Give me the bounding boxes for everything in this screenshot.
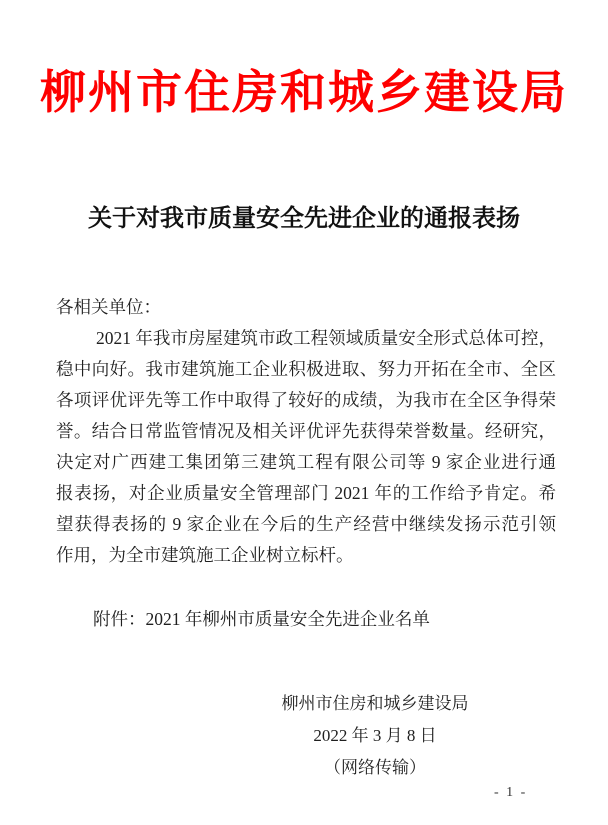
agency-letterhead-title: 柳州市住房和城乡建设局 bbox=[40, 67, 568, 118]
paragraph-line: 2021 年我市房屋建筑市政工程领域质量安全形式总体可控， bbox=[96, 328, 556, 348]
paragraph-line: 各项评优评先等工作中取得了较好的成绩，为我市在全区争得荣 bbox=[56, 390, 556, 410]
signature-agency: 柳州市住房和城乡建设局 bbox=[281, 694, 469, 713]
paragraph-line: 望获得表扬的 9 家企业在今后的生产经营中继续发扬示范引领 bbox=[56, 514, 556, 534]
paragraph-line: 作用，为全市建筑施工企业树立标杆。 bbox=[56, 545, 354, 565]
salutation: 各相关单位： bbox=[56, 297, 161, 317]
paragraph-line: 报表扬，对企业质量安全管理部门 2021 年的工作给予肯定。希 bbox=[56, 483, 556, 503]
signature-block bbox=[270, 688, 480, 784]
paragraph-line: 决定对广西建工集团第三建筑工程有限公司等 9 家企业进行通 bbox=[56, 452, 556, 472]
paragraph-line: 誉。结合日常监管情况及相关评优评先获得荣誉数量。经研究， bbox=[56, 421, 556, 441]
document-title: 关于对我市质量安全先进企业的通报表扬 bbox=[88, 206, 520, 232]
page-number: - 1 - bbox=[494, 785, 528, 800]
document-body bbox=[56, 292, 556, 571]
signature-transmission: （网络传输） bbox=[324, 758, 426, 777]
attachment-line: 附件：2021 年柳州市质量安全先进企业名单 bbox=[93, 609, 430, 629]
paragraph-line: 稳中向好。我市建筑施工企业积极进取、努力开拓在全市、全区 bbox=[56, 359, 556, 379]
signature-date: 2022 年 3 月 8 日 bbox=[313, 726, 437, 745]
